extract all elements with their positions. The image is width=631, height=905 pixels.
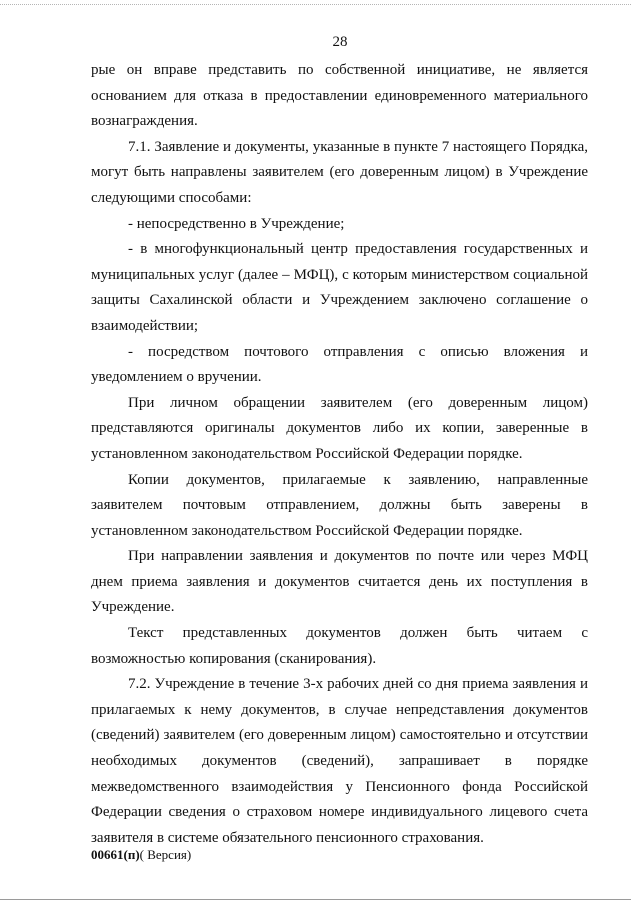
top-scan-edge [0, 4, 631, 5]
paragraph-7-2: 7.2. Учреждение в течение 3-х рабочих дней со дня приема заявления и прилагаемых к нему документов, в случае непредставления документов (сведений) заявителем (его доверенным лицом) самостоятельно и отсутствии необходимых документов (сведений), запрашивает в порядке межведомственного взаимодействия у Пенсионного фонда Российской Федерации сведения о страховом номере индивидуального лицевого счета заявителя в системе обязательного пенсионного страхования. [91, 676, 588, 846]
document-footer [91, 847, 191, 863]
paragraph-7-1: 7.1. Заявление и документы, указанные в пункте 7 настоящего Порядка, могут быть направлены заявителем (его доверенным лицом) в Учреждение следующими способами: [91, 138, 588, 206]
bottom-scan-edge [0, 899, 631, 900]
page-number: 28 [332, 34, 348, 50]
document-version: ( Версия) [139, 847, 192, 862]
paragraph-text-readable: Текст представленных документов должен быть читаем с возможностью копирования (сканирования). [91, 625, 588, 667]
list-item-direct: - непосредственно в Учреждение; [128, 215, 345, 232]
paragraph-personal-visit: При личном обращении заявителем (его доверенным лицом) представляются оригиналы документов либо их копии, заверенные в установленном законодательством Российской Федерации порядке. [91, 394, 588, 462]
document-body [91, 58, 588, 851]
document-code: 00661(п) [91, 847, 140, 862]
list-item-post: - посредством почтового отправления с описью вложения и уведомлением о вручении. [91, 343, 588, 386]
paragraph-mail-receipt: При направлении заявления и документов по почте или через МФЦ днем приема заявления и документов считается день их поступления в Учреждение. [91, 548, 588, 616]
paragraph-continuation: рые он вправе представить по собственной инициативе, не является основанием для отказа в предоставлении единовременного материального вознаграждения. [91, 62, 588, 130]
list-item-mfc: - в многофункциональный центр предоставления государственных и муниципальных услуг (далее – МФЦ), с которым министерством социальной защиты Сахалинской области и Учреждением заключено соглашение о взаимодействии; [91, 241, 588, 334]
paragraph-copies: Копии документов, прилагаемые к заявлению, направленные заявителем почтовым отправлением, должны быть заверены в установленном законодательством Российской Федерации порядке. [91, 471, 588, 539]
